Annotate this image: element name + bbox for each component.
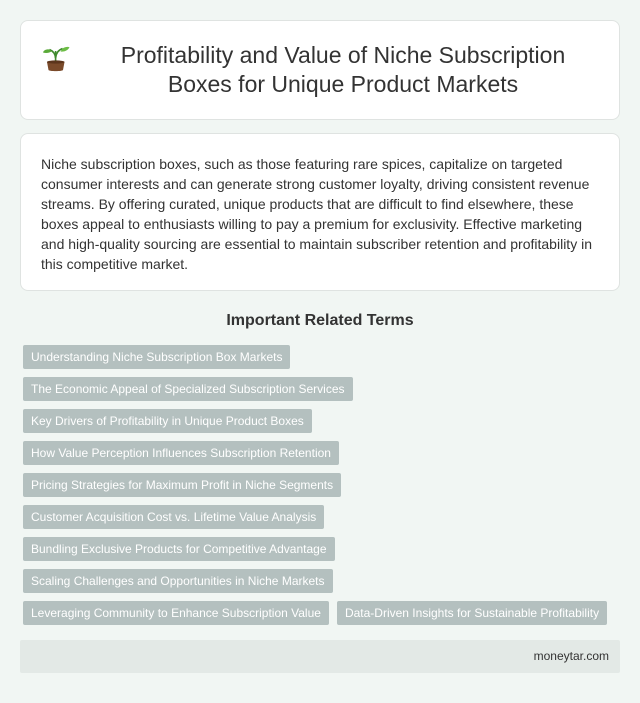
term-tag[interactable]: Leveraging Community to Enhance Subscription Value — [23, 601, 329, 625]
title-card — [20, 20, 620, 120]
term-tag[interactable]: Bundling Exclusive Products for Competitive Advantage — [23, 537, 335, 561]
term-row — [23, 505, 623, 529]
term-row — [23, 569, 623, 593]
term-tag[interactable]: Customer Acquisition Cost vs. Lifetime Value Analysis — [23, 505, 324, 529]
term-row — [23, 377, 623, 401]
term-tag[interactable]: Scaling Challenges and Opportunities in Niche Markets — [23, 569, 333, 593]
page-title: Profitability and Value of Niche Subscription Boxes for Unique Product Markets — [120, 42, 566, 97]
related-terms-list — [23, 345, 623, 633]
term-row — [23, 601, 623, 625]
sprout-icon — [40, 41, 72, 73]
term-row — [23, 345, 623, 369]
related-terms-heading: Important Related Terms — [226, 312, 414, 329]
term-row — [23, 409, 623, 433]
term-tag[interactable]: Data-Driven Insights for Sustainable Profitability — [337, 601, 607, 625]
footer-bar — [20, 640, 620, 673]
term-row — [23, 473, 623, 497]
title-row — [40, 41, 600, 99]
term-tag[interactable]: Understanding Niche Subscription Box Markets — [23, 345, 290, 369]
description-card — [20, 133, 620, 291]
description-text: Niche subscription boxes, such as those featuring rare spices, capitalize on targeted consumer interests and can generate strong customer loyalty, driving consistent revenue streams. By offering curated, unique products that are difficult to find elsewhere, these boxes appeal to enthusiasts willing to pay a premium for exclusivity. Effective marketing and high-quality sourcing are essential to maintain subscriber retention and profitability in this competitive market. — [41, 156, 592, 272]
term-row — [23, 537, 623, 561]
term-tag[interactable]: Key Drivers of Profitability in Unique Product Boxes — [23, 409, 312, 433]
term-tag[interactable]: The Economic Appeal of Specialized Subscription Services — [23, 377, 353, 401]
footer-brand: moneytar.com — [533, 649, 609, 663]
term-row — [23, 441, 623, 465]
term-tag[interactable]: How Value Perception Influences Subscription Retention — [23, 441, 339, 465]
term-tag[interactable]: Pricing Strategies for Maximum Profit in Niche Segments — [23, 473, 341, 497]
